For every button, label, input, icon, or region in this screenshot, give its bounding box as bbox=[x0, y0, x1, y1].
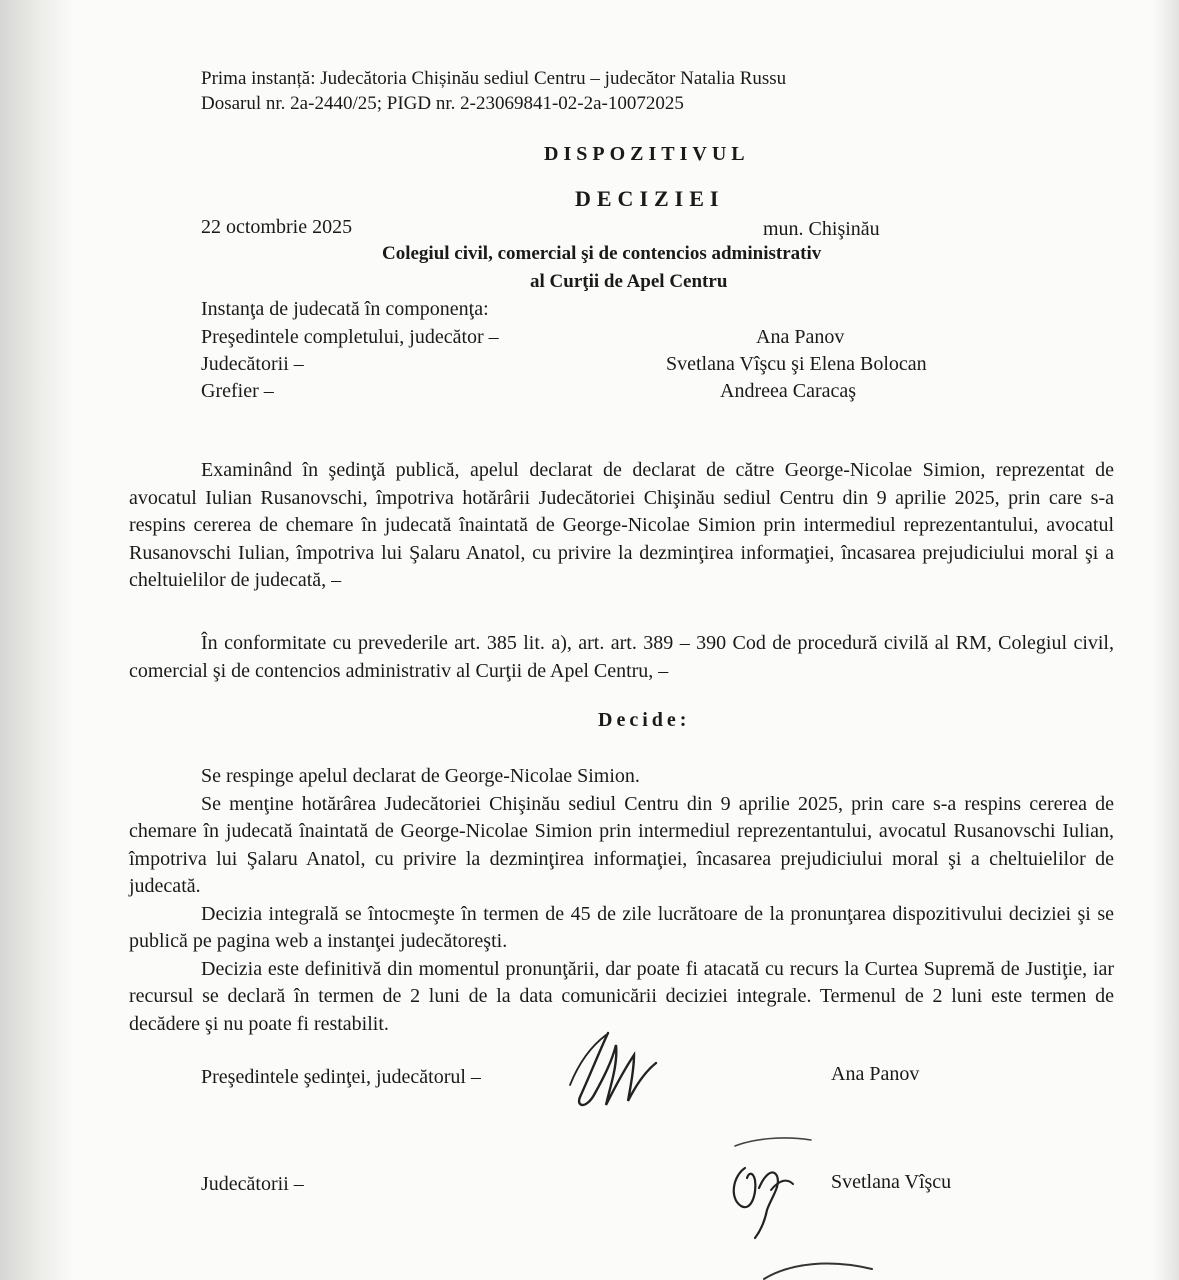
first-instance-line: Prima instanță: Judecătoria Chișinău sediul Centru – judecător Natalia Russu bbox=[201, 68, 787, 89]
decision-item-4: Decizia este definitivă din momentul pronunţării, dar poate fi atacată cu recurs la Curtea Supremă de Justiţie, iar recursul se declară în termen de 2 luni de la data comunicării deciziei integrale. Termenul de 2 luni este termen de decădere şi nu poate fi restabilit. bbox=[129, 957, 1114, 1035]
handwritten-signature-president bbox=[560, 1025, 680, 1115]
partial-signature-stroke bbox=[760, 1255, 880, 1280]
panel-role-judges: Judecătorii – bbox=[201, 353, 304, 375]
panel-role-president: Preşedintele completului, judecător – bbox=[201, 326, 499, 348]
scan-shadow-left bbox=[0, 0, 74, 1280]
court-name-line2: al Curţii de Apel Centru bbox=[530, 271, 728, 292]
court-name-line1: Colegiul civil, comercial şi de contencios administrativ bbox=[382, 243, 822, 264]
examining-paragraph bbox=[129, 457, 1114, 595]
decision-date: 22 octombrie 2025 bbox=[201, 216, 353, 238]
conformity-text: În conformitate cu prevederile art. 385 lit. a), art. art. 389 – 390 Cod de procedură civilă al RM, Colegiul civil, comercial şi de contencios administrativ al Curţii de Apel Centru, – bbox=[129, 632, 1114, 682]
decisions-block bbox=[129, 763, 1114, 1038]
panel-role-clerk: Grefier – bbox=[201, 380, 274, 402]
scan-shadow-right bbox=[1153, 0, 1179, 1280]
document-title: DISPOZITIVUL bbox=[544, 143, 750, 165]
panel-name-clerk: Andreea Caracaş bbox=[720, 380, 857, 402]
signature-role-judges: Judecătorii – bbox=[201, 1173, 304, 1195]
case-number-line: Dosarul nr. 2a-2440/25; PIGD nr. 2-23069841-02-2a-10072025 bbox=[201, 93, 684, 114]
signature-role-president: Preşedintele şedinţei, judecătorul – bbox=[201, 1066, 481, 1088]
document-subtitle: DECIZIEI bbox=[575, 186, 725, 211]
examining-text: Examinând în şedinţă publică, apelul declarat de declarat de către George-Nicolae Simion, reprezentat de avocatul Iulian Rusanovschi, împotriva hotărârii Judecătoriei Chişinău sediul Centru din 9 aprilie 2025, prin care s-a respins cererea de chemare în judecată înaintată de George-Nicolae Simion prin intermediul reprezentantului, avocatul Rusanovschi Iulian, împotriva lui Şalaru Anatol, cu privire la dezminţirea informaţiei, încasarea prejudiciului moral şi a cheltuielilor de judecată, – bbox=[129, 459, 1114, 591]
signature-name-president: Ana Panov bbox=[831, 1063, 920, 1085]
panel-intro: Instanţa de judecată în componenţa: bbox=[201, 298, 489, 320]
panel-name-president: Ana Panov bbox=[756, 326, 845, 348]
decision-item-3: Decizia integrală se întocmeşte în termen de 45 de zile lucrătoare de la pronunţarea dispozitivului deciziei şi se publică pe pagina web a instanţei judecătoreşti. bbox=[129, 902, 1114, 952]
conformity-paragraph bbox=[129, 630, 1114, 685]
handwritten-signature-judge bbox=[715, 1128, 825, 1248]
decide-heading: Decide: bbox=[598, 709, 691, 731]
signature-name-judges: Svetlana Vîşcu bbox=[831, 1171, 952, 1193]
decision-item-2: Se menţine hotărârea Judecătoriei Chişinău sediul Centru din 9 aprilie 2025, prin care s-a respins cererea de chemare în judecată înaintată de George-Nicolae Simion prin intermediul reprezentantului, avocatul Rusanovschi Iulian, împotriva lui Şalaru Anatol, cu privire la dezminţirea informaţiei, încasarea prejudiciului moral şi a cheltuielilor de judecată. bbox=[129, 792, 1114, 897]
decision-item-1: Se respinge apelul declarat de George-Nicolae Simion. bbox=[201, 765, 640, 787]
panel-name-judges: Svetlana Vîşcu şi Elena Bolocan bbox=[666, 353, 927, 375]
decision-place: mun. Chişinău bbox=[763, 218, 880, 240]
